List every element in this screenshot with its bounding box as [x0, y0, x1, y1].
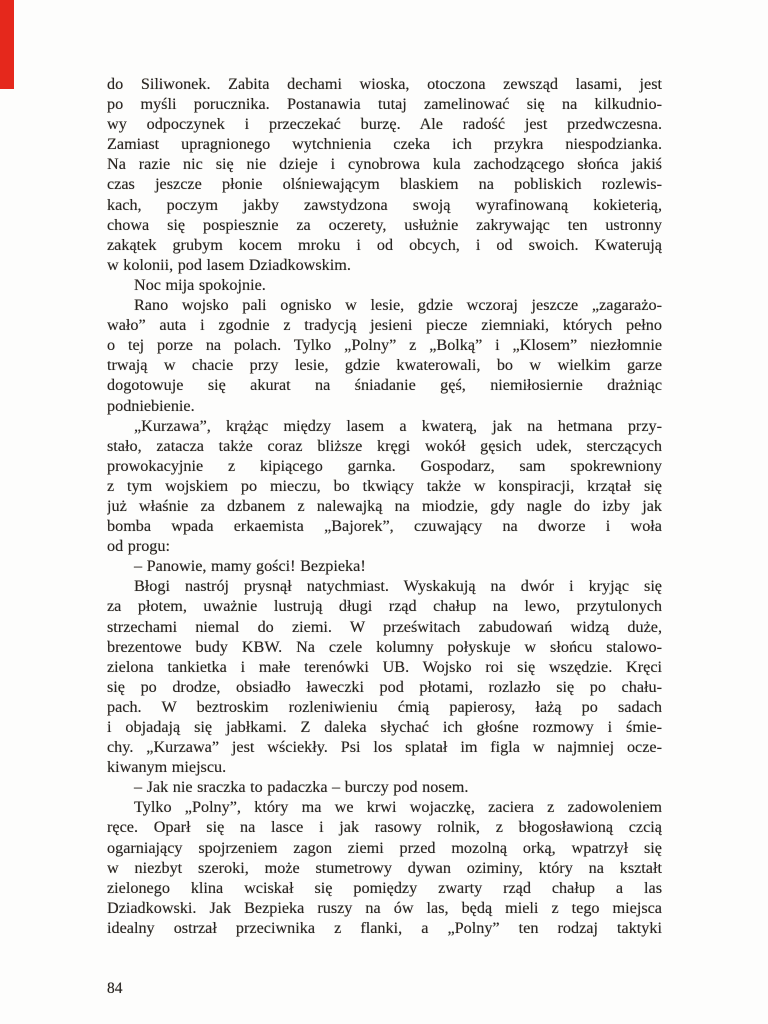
text-line: Noc mija spokojnie. [134, 275, 266, 294]
text-line: prowokacyjnie z kipiącego garnka. Gospodarz, sam spokrewniony [107, 456, 662, 475]
paragraph [107, 777, 662, 797]
text-line: – Panowie, mamy gości! Bezpieka! [134, 557, 366, 576]
text-line: pach. W beztroskim rozleniwieniu ćmią papierosy, łażą po sadach [107, 697, 662, 716]
paragraph [107, 295, 662, 416]
text-line: stało, zatacza także coraz bliższe kręgi wokół gęsich udek, sterczących [107, 436, 662, 455]
text-line: za płotem, uważnie lustrują długi rząd chałup na lewo, przytulonych [107, 597, 662, 616]
text-line: idealny ostrzał przeciwnika z flanki, a „Polny” ten rodzaj taktyki [107, 918, 662, 937]
text-line: brezentowe budy KBW. Na czele kolumny połyskuje w słońcu stalowo- [107, 637, 662, 656]
text-line: zielonego klina wciskał się pomiędzy zwarty rząd chałup a las [107, 878, 662, 897]
paragraph [107, 556, 662, 576]
text-line: chy. „Kurzawa” jest wściekły. Psi los splatał im figla w najmniej ocze- [107, 738, 662, 757]
text-line: już właśnie za dzbanem z nalewajką na miodzie, gdy nagle do izby jak [107, 496, 662, 515]
text-line: od progu: [107, 537, 170, 556]
paragraph [107, 576, 662, 777]
text-line: dogotowuje się akurat na śniadanie gęś, niemiłosiernie drażniąc [107, 376, 662, 395]
text-line: Rano wojsko pali ognisko w lesie, gdzie wczoraj jeszcze „zagarażo- [134, 296, 662, 315]
text-line: wało” auta i zgodnie z tradycją jesieni piecze ziemniaki, których pełno [107, 316, 662, 335]
text-line: w niezbyt szeroki, może stumetrowy dywan oziminy, który na kształt [107, 858, 662, 877]
text-line: „Kurzawa”, krążąc między lasem a kwaterą, jak na hetmana przy- [134, 416, 662, 435]
text-line: zakątek grubym kocem mroku i od obcych, i od swoich. Kwaterują [107, 235, 662, 254]
text-line: – Jak nie sraczka to padaczka – burczy pod nosem. [134, 778, 469, 797]
text-line: o tej porze na polach. Tylko „Polny” z „Bolką” i „Klosem” niezłomnie [107, 336, 662, 355]
red-edge-mark [0, 0, 14, 89]
text-line: chowa się pospiesznie za oczerety, usłużnie zakrywając ten ustronny [107, 215, 662, 234]
text-line: zielona tankietka i małe terenówki UB. Wojsko roi się wszędzie. Kręci [107, 657, 662, 676]
text-line: Zamiast upragnionego wytchnienia czeka ich przykra niespodzianka. [107, 135, 662, 154]
text-line: kach, poczym jakby zawstydzona swoją wyrafinowaną kokieterią, [107, 195, 662, 214]
text-line: Błogi nastrój prysnął natychmiast. Wyskakują na dwór i kryjąc się [134, 577, 662, 596]
paragraph [107, 797, 662, 938]
paragraph [107, 275, 662, 295]
text-line: ręce. Oparł się na lasce i jak rasowy rolnik, z błogosławioną czcią [107, 818, 662, 837]
text-line: czas jeszcze płonie olśniewającym blaskiem na pobliskich rozlewis- [107, 175, 662, 194]
text-line: po myśli porucznika. Postanawia tutaj zamelinować się na kilkudnio- [107, 95, 662, 114]
paragraph [107, 416, 662, 557]
text-line: Dziadkowski. Jak Bezpieka ruszy na ów las, będą mieli z tego miejsca [107, 898, 662, 917]
text-line: się po drodze, obsiadło ławeczki pod płotami, rozlazło się po chału- [107, 677, 662, 696]
text-line: w kolonii, pod lasem Dziadkowskim. [107, 255, 351, 274]
body-text [107, 74, 662, 938]
text-line: Na razie nic się nie dzieje i cynobrowa kula zachodzącego słońca jakiś [107, 155, 662, 174]
text-line: bomba wpada erkaemista „Bajorek”, czuwający na dworze i woła [107, 517, 662, 536]
text-line: podniebienie. [107, 396, 195, 415]
text-line: ogarniający spojrzeniem zagon ziemi przed mozolną orką, wpatrzył się [107, 838, 662, 857]
text-line: trwają w chacie przy lesie, gdzie kwaterowali, bo w wielkim garze [107, 356, 662, 375]
text-line: z tym wojskiem po mieczu, bo tkwiący także w konspiracji, krzątał się [107, 476, 662, 495]
text-line: strzechami niemal do ziemi. W prześwitach zabudowań widzą duże, [107, 617, 662, 636]
text-line: do Siliwonek. Zabita dechami wioska, otoczona zewsząd lasami, jest [107, 75, 662, 93]
paragraph [107, 74, 662, 275]
text-line: kiwanym miejscu. [107, 758, 227, 777]
page-number: 84 [107, 980, 123, 997]
text-line: i objadają się jabłkami. Z daleka słychać ich głośne rozmowy i śmie- [107, 718, 662, 736]
text-line: wy odpoczynek i przeczekać burzę. Ale radość jest przedwczesna. [107, 115, 662, 134]
text-line: Tylko „Polny”, który ma we krwi wojaczkę, zaciera z zadowoleniem [134, 798, 662, 817]
